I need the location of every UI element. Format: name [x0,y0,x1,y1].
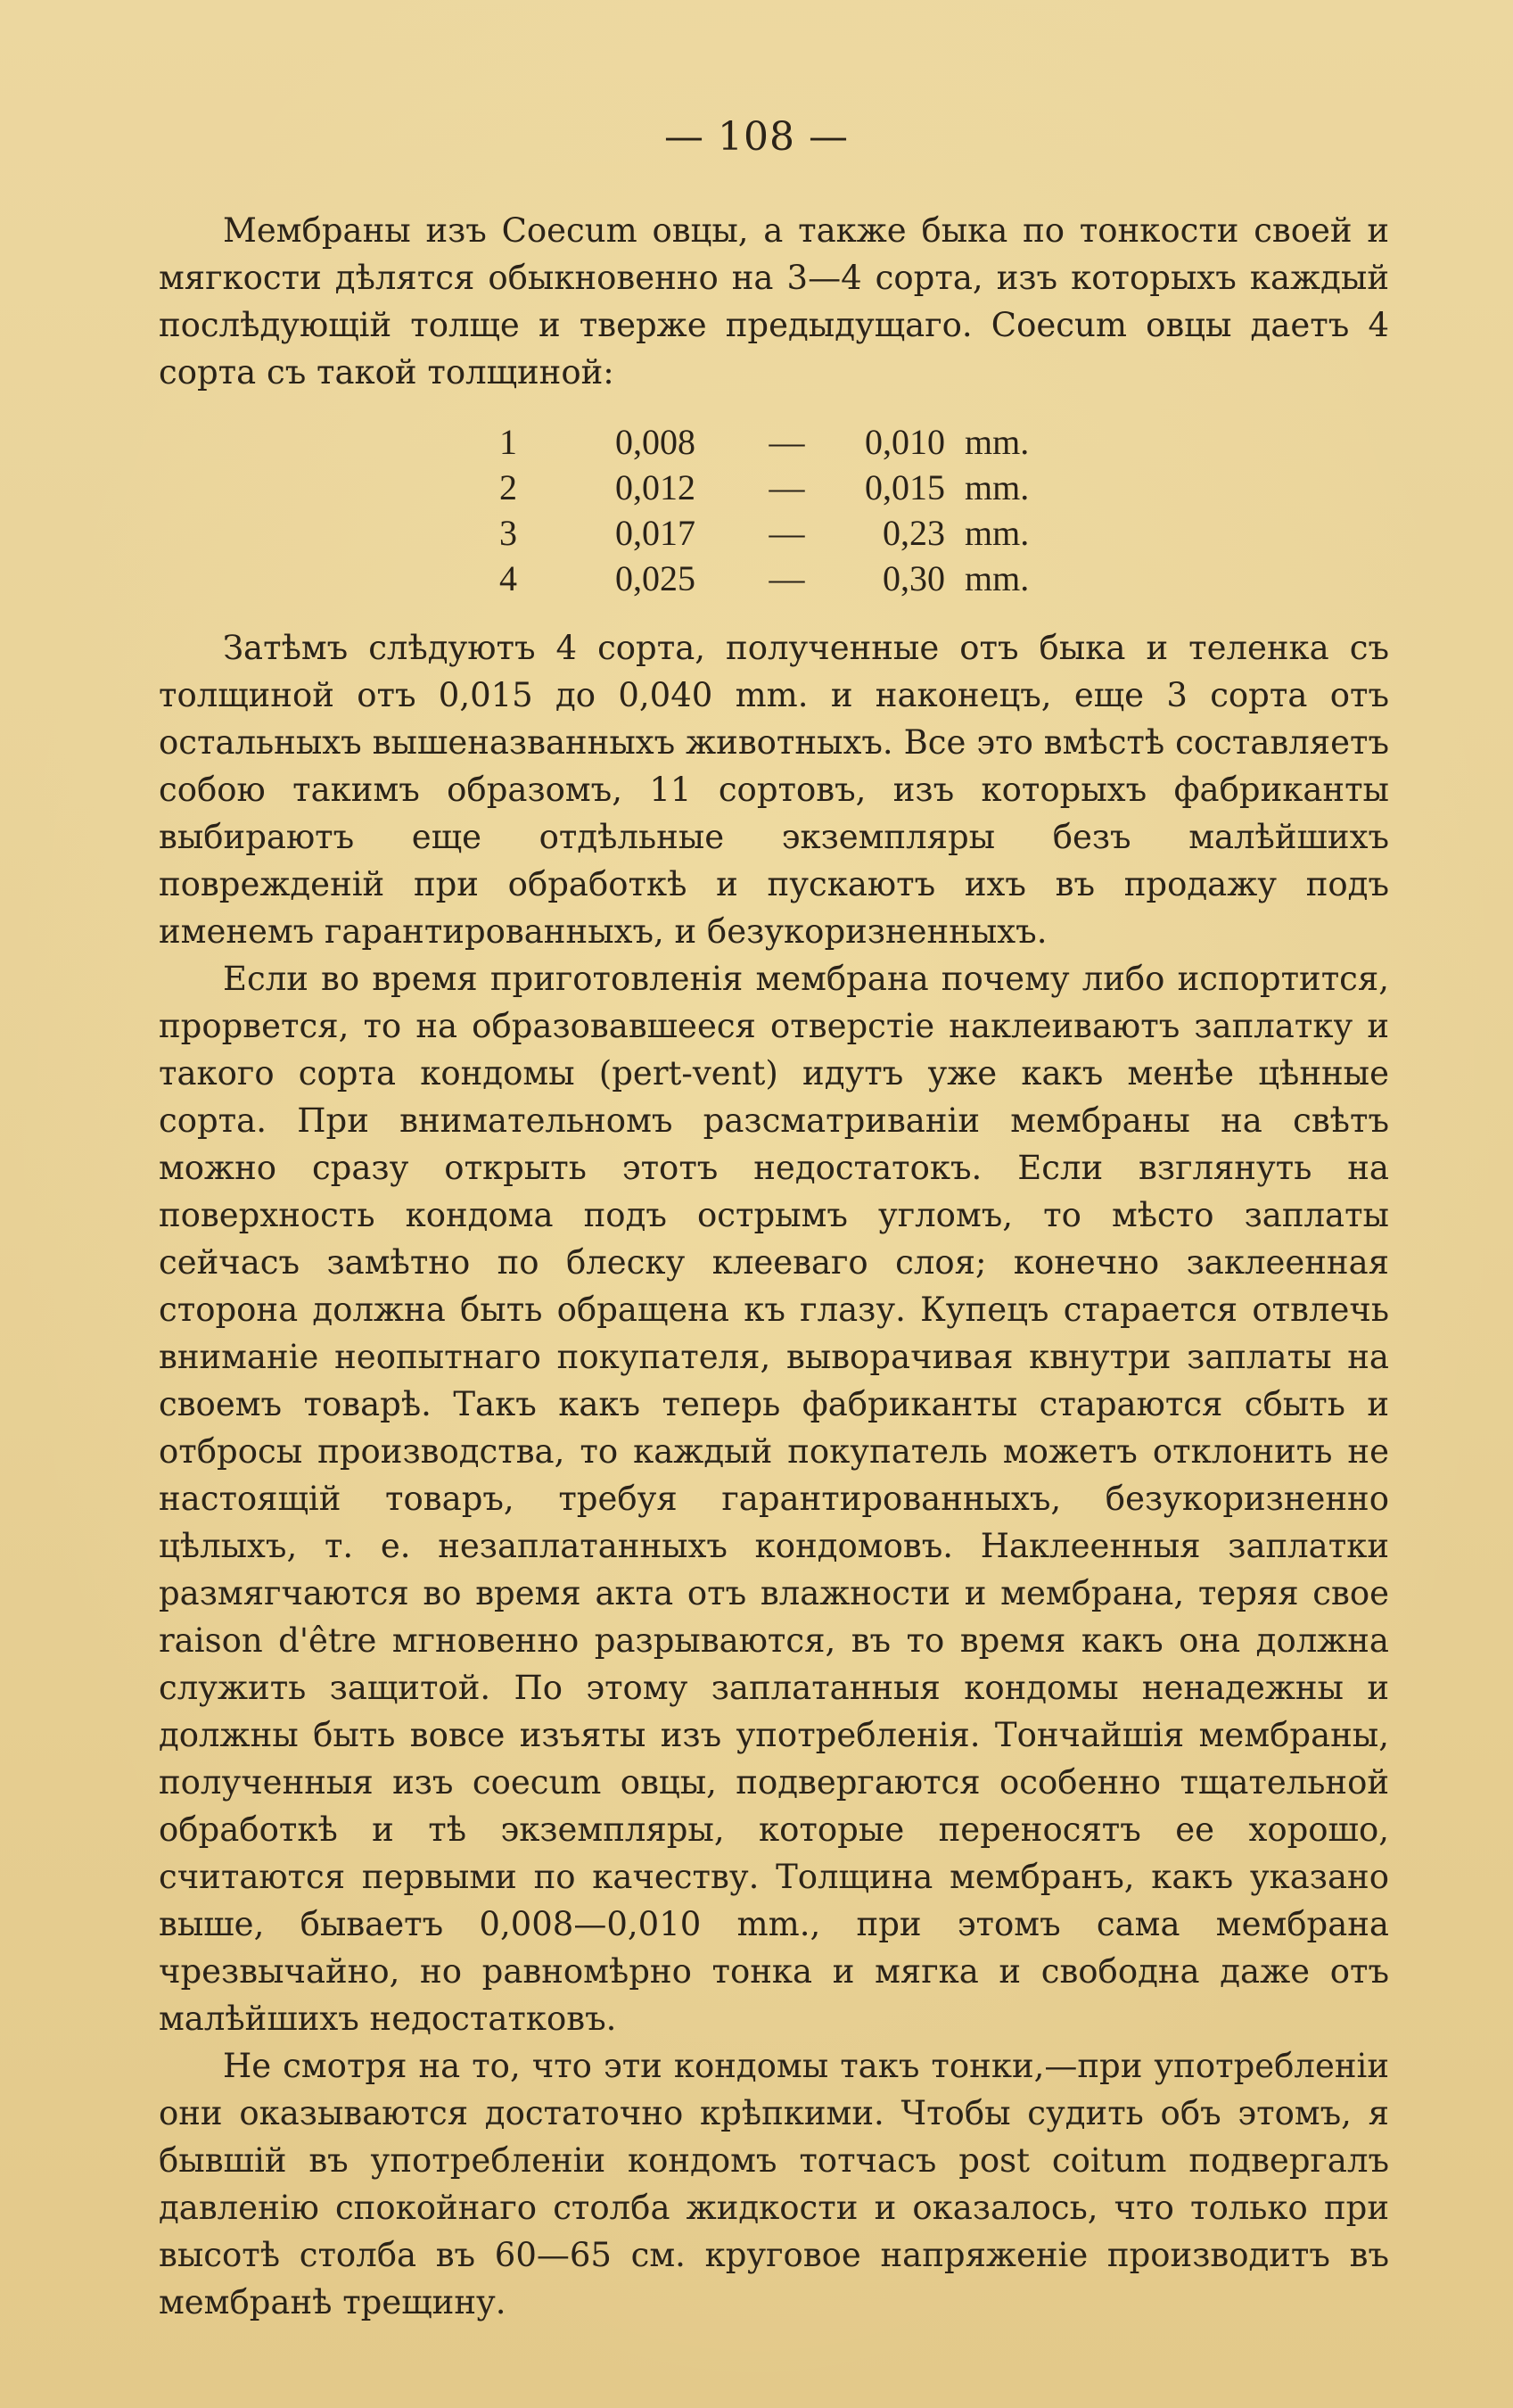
size-dash: — [769,558,805,598]
size-from: 0,025 [615,558,695,598]
size-dash: — [769,513,805,553]
size-unit: mm. [965,467,1030,507]
intro-paragraph: Мембраны изъ Coecum овцы, а также быка по тонкости своей и мягкости дѣлятся обыкновенно на 3—4 сорта, изъ которыхъ каждый послѣдующій толще и тверже предыдущаго. Coecum овцы даетъ 4 сорта съ такой толщиной: [159,211,1389,392]
size-from: 0,017 [615,513,695,553]
page-number: — 108 — [664,114,849,160]
body-paragraph: Если во время приготовленія мембрана почему либо испортится, прорвется, то на образовавшееся отверстіе наклеиваютъ заплатку и такого сорта кондомы (pert-vent) идутъ уже какъ менѣе цѣнные сорта. При внимательномъ разсматриваніи мембраны на свѣтъ можно сразу открыть этотъ недостатокъ. Если взглянуть на поверхность кондома подъ острымъ угломъ, то мѣсто заплаты сейчасъ замѣтно по блеску клееваго слоя; конечно заклеенная сторона должна быть обращена къ глазу. Купецъ старается отвлечь вниманіе неопытнаго покупателя, выворачивая квнутри заплаты на своемъ товарѣ. Такъ какъ теперь фабриканты стараются сбыть и отбросы производства, то каждый покупатель можетъ отклонить не настоящій товаръ, требуя гарантированныхъ, безукоризненно цѣлыхъ, т. е. незаплатанныхъ кондомовъ. Наклеенныя заплатки размягчаются во время акта отъ влажности и мембрана, теряя свое raison d'être мгновенно разрываются, въ то время какъ она должна служить защитой. По этому заплатанныя кондомы ненадежны и должны быть вовсе изъяты изъ употребленія. Тончайшія мембраны, полученныя изъ coecum овцы, подвергаются особенно тщательной обработкѣ и тѣ экземпляры, которые переносятъ ее хорошо, считаются первыми по качеству. Толщина мембранъ, какъ указано выше, бываетъ 0,008—0,010 mm., при этомъ сама мембрана чрезвычайно, но равномѣрно тонка и мягка и свободна даже отъ малѣйшихъ недостатковъ. [159,960,1389,2038]
size-number: 4 [499,558,517,598]
body-paragraph: Затѣмъ слѣдуютъ 4 сорта, полученные отъ быка и теленка съ толщиной отъ 0,015 до 0,040 mm. и наконецъ, еще 3 сорта отъ остальныхъ вышеназванныхъ животныхъ. Все это вмѣстѣ составляетъ собою такимъ образомъ, 11 сортовъ, изъ которыхъ фабриканты выбираютъ еще отдѣльные экземпляры безъ малѣйшихъ поврежденій при обработкѣ и пускаютъ ихъ въ продажу подъ именемъ гарантированныхъ, и безукоризненныхъ. [159,629,1389,951]
body-text [159,624,1389,2326]
size-unit: mm. [965,558,1030,598]
size-number: 3 [499,513,517,553]
size-unit: mm. [965,422,1030,462]
size-from: 0,012 [615,467,695,507]
size-dash: — [769,467,805,507]
intro-paragraph-block [159,207,1389,396]
size-unit: mm. [965,513,1030,553]
sizes-row [499,556,1045,601]
size-from: 0,008 [615,422,695,462]
size-to: 0,010 [865,422,945,462]
sizes-table [499,419,1045,601]
size-number: 2 [499,467,517,507]
size-to: 0,30 [883,558,945,598]
size-dash: — [769,422,805,462]
size-to: 0,015 [865,467,945,507]
size-number: 1 [499,422,517,462]
body-paragraph: Не смотря на то, что эти кондомы такъ тонки,—при употребленіи они оказываются достаточно крѣпкими. Чтобы судить объ этомъ, я бывшій въ употребленіи кондомъ тотчасъ post coitum подвергалъ давленію спокойнаго столба жидкости и оказалось, что только при высотѣ столба въ 60—65 см. круговое напряженіе производитъ въ мембранѣ трещину. [159,2047,1389,2321]
sizes-row [499,419,1045,465]
sizes-row [499,465,1045,510]
size-to: 0,23 [883,513,945,553]
sizes-row [499,510,1045,556]
